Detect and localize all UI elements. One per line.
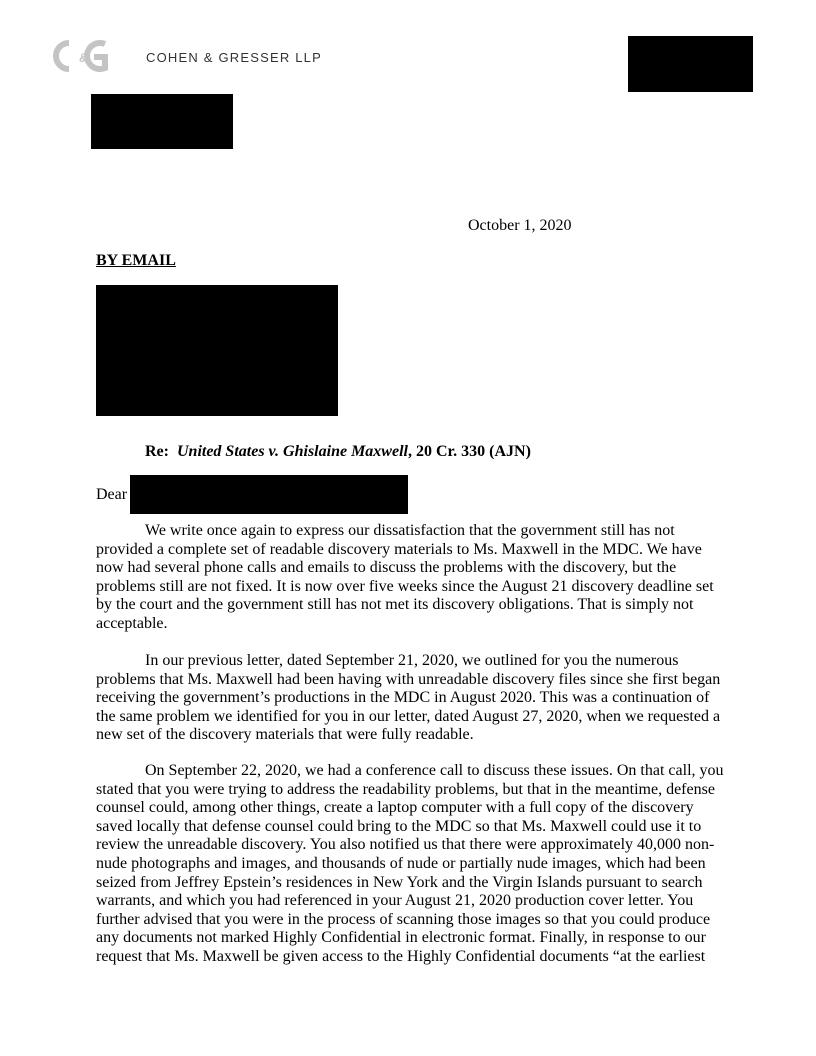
case-name: United States v. Ghislaine Maxwell xyxy=(176,443,408,460)
paragraph-text: In our previous letter, dated September 21, 2020, we outlined for you the numerous problems that Ms. Maxwell had been having with unreadable discovery files since she first began receiving the government’s productions in the MDC in August 2020. This was a continuation of the same problem we identified for you in our letter, dated August 27, 2020, when we requested a new set of the discovery materials that were fully readable. xyxy=(96,652,721,744)
re-label: Re: xyxy=(145,443,169,460)
redaction-recipient-address xyxy=(96,285,338,416)
salutation: Dear xyxy=(96,486,128,503)
redaction-block xyxy=(628,36,753,92)
subject-line xyxy=(145,443,531,461)
firm-logo xyxy=(52,38,110,74)
body-paragraph xyxy=(96,522,746,634)
paragraph-text: On September 22, 2020, we had a conference call to discuss these issues. On that call, you stated that you were trying to address the readability problems, but that in the meantime, defense counsel could, among other things, create a laptop computer with a full copy of the discovery saved locally that defense counsel could bring to the MDC so that Ms. Maxwell could use it to review the unreadable discovery. You also notified us that there were approximately 40,000 non- nude photographs and images, and thousands of nude or partially nude images, which had been seized from Jeffrey Epstein’s residences in New York and the Virgin Islands pursuant to search warrants, and which you had referenced in your August 21, 2020 production cover letter. You further advised that you were in the process of scanning those images so that you could produce any documents not marked Highly Confidential in electronic format. Finally, in response to our request that Ms. Maxwell be given access to the Highly Confidential documents “at the earliest xyxy=(96,762,724,965)
case-number: , 20 Cr. 330 (AJN) xyxy=(407,443,531,460)
paragraph-text: We write once again to express our dissatisfaction that the government still has not provided a complete set of readable discovery materials to Ms. Maxwell in the MDC. We have now had several phone calls and emails to discuss the problems with the discovery, but the problems still are not fixed. It is now over five weeks since the August 21 discovery deadline set by the court and the government still has not met its discovery obligations. That is simply not acceptable. xyxy=(96,522,714,632)
delivery-method: BY EMAIL xyxy=(96,252,176,269)
redaction-block xyxy=(91,94,233,149)
body-paragraph xyxy=(96,762,746,967)
redaction-recipient-name xyxy=(130,475,408,514)
logo-ampersand: & xyxy=(79,51,88,65)
body-paragraph xyxy=(96,652,746,745)
letter-date: October 1, 2020 xyxy=(468,217,572,234)
firm-name: COHEN & GRESSER LLP xyxy=(146,50,322,65)
